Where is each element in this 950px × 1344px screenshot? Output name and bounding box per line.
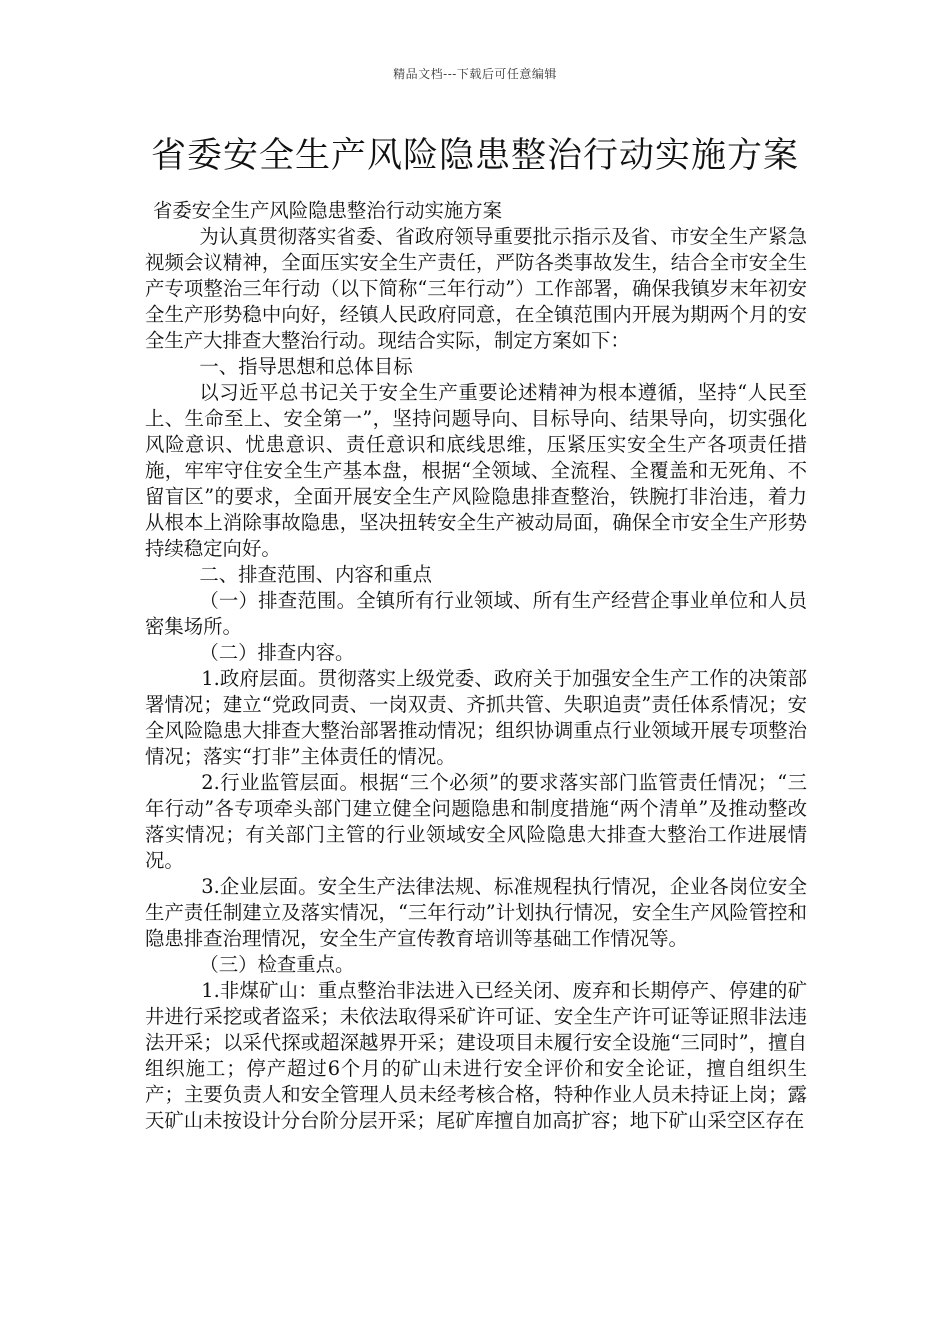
paragraph-intro: 为认真贯彻落实省委、省政府领导重要批示指示及省、市安全生产紧急视频会议精神，全面压实安全生产责任，严防各类事故发生，结合全市安全生产专项整治三年行动（以下简称“三年行动”）工作部署，确保我镇岁末年初安全生产形势稳中向好，经镇人民政府同意，在全镇范围内开展为期两个月的安全生产大排查大整治行动。现结合实际，制定方案如下：: [145, 225, 807, 352]
paragraph-scope: （一）排查范围。全镇所有行业领域、所有生产经营企事业单位和人员密集场所。: [145, 589, 807, 638]
paragraph-industry-level: 2.行业监管层面。根据“三个必须”的要求落实部门监管责任情况；“三年行动”各专项牵头部门建立健全问题隐患和制度措施“两个清单”及推动整改落实情况；有关部门主管的行业领域安全风险隐患大排查大整治工作进展情况。: [145, 771, 807, 872]
document-title: 省委安全生产风险隐患整治行动实施方案: [150, 136, 799, 176]
section-heading-1: 一、指导思想和总体目标: [199, 355, 413, 378]
section-heading-2: 二、排查范围、内容和重点: [199, 563, 432, 586]
document-body: [145, 198, 807, 1134]
paragraph-guiding-thought: 以习近平总书记关于安全生产重要论述精神为根本遵循，坚持“人民至上、生命至上、安全第一”，坚持问题导向、目标导向、结果导向，切实强化风险意识、忧患意识、责任意识和底线思维，压紧压实安全生产各项责任措施，牢牢守住安全生产基本盘，根据“全领域、全流程、全覆盖和无死角、不留盲区”的要求，全面开展安全生产风险隐患排查整治，铁腕打非治违，着力从根本上消除事故隐患，坚决扭转安全生产被动局面，确保全市安全生产形势持续稳定向好。: [145, 381, 807, 560]
paragraph-non-coal-mines: 1.非煤矿山：重点整治非法进入已经关闭、废弃和长期停产、停建的矿井进行采挖或者盗采；未依法取得采矿许可证、安全生产许可证等证照非法违法开采；以采代探或超深越界开采；建设项目未履行安全设施“三同时”，擅自组织施工；停产超过6个月的矿山未进行安全评价和安全论证，擅自组织生产；主要负责人和安全管理人员未经考核合格，特种作业人员未持证上岗；露天矿山未按设计分台阶分层开采；尾矿库擅自加高扩容；地下矿山采空区存在: [145, 979, 807, 1132]
paragraph-enterprise-level: 3.企业层面。安全生产法律法规、标准规程执行情况，企业各岗位安全生产责任制建立及落实情况，“三年行动”计划执行情况，安全生产风险管控和隐患排查治理情况，安全生产宣传教育培训等基础工作情况等。: [145, 875, 807, 950]
document-subtitle: 省委安全生产风险隐患整治行动实施方案: [153, 199, 503, 222]
paragraph-government-level: 1.政府层面。贯彻落实上级党委、政府关于加强安全生产工作的决策部署情况；建立“党政同责、一岗双责、齐抓共管、失职追责”责任体系情况；安全风险隐患大排查大整治部署推动情况；组织协调重点行业领域开展专项整治情况；落实“打非”主体责任的情况。: [145, 667, 807, 768]
subheading-focus: （三）检查重点。: [199, 953, 355, 976]
subheading-content: （二）排查内容。: [199, 641, 355, 664]
page-header: 精品文档---下载后可任意编辑: [393, 67, 557, 81]
